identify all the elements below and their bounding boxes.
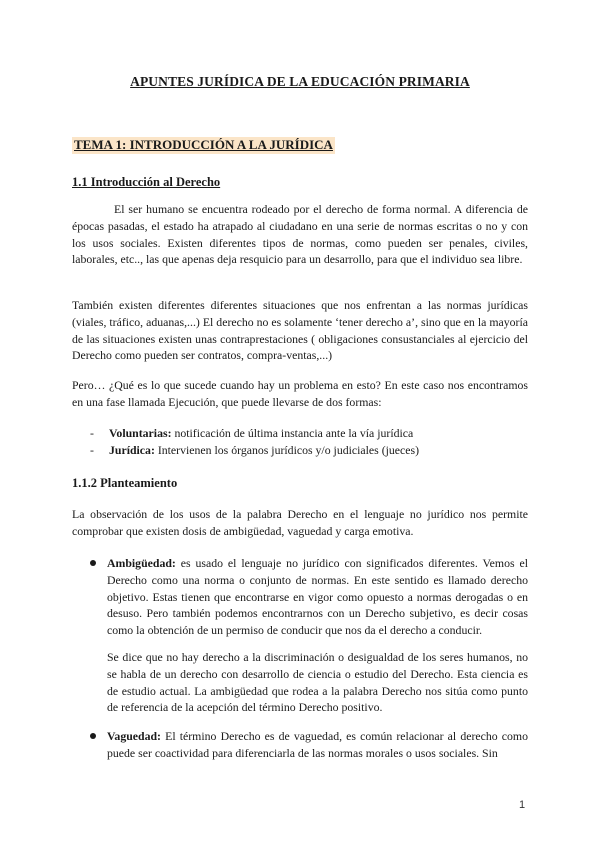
paragraph-1: El ser humano se encuentra rodeado por el derecho de forma normal. A diferencia de épocas pasadas, el estado ha atrapado al ciudadano en una serie de normas escritas o no y con los usos sociales. Existen diferentes tipos de normas, como pueden ser penales, civiles, laborales, etc.., las que apenas deja resquicio para un desarrollo, para que el individuo sea libre. <box>72 202 528 267</box>
execution-forms-list <box>90 425 530 459</box>
bullet-body: es usado el lenguaje no jurídico con significados diferentes. Vemos el Derecho como una norma o conjunto de normas. En este sentido es llamado derecho objetivo. Estas tienen que encontrarse en vigor como opuesto a normas derogadas o en desuso. Pero también podemos encontrarnos con un Derecho subjetivo, es decir cosas como la obtención de un permiso de conducir que nos da el derecho a conducir. <box>107 556 528 638</box>
dash-bullet: - <box>90 443 94 457</box>
bullet-text <box>107 728 528 762</box>
paragraph-4: La observación de los usos de la palabra Derecho en el lenguaje no jurídico nos permite comprobar que existen dosis de ambigüedad, vaguedad y carga emotiva. <box>72 507 528 538</box>
paragraph-2: También existen diferentes diferentes situaciones que nos enfrentan a las normas jurídicas (viales, tráfico, aduanas,...) El derecho no es solamente ‘tener derecho a’, sino que en la mayoría de las situaciones existen unas contraprestaciones ( obligaciones consustanciales al ejercicio del Derecho como pueden ser contratos, compra-ventas,...) <box>72 298 528 363</box>
bullet-ambiguedad <box>90 555 528 639</box>
list-item-label: Jurídica: <box>109 443 155 457</box>
bullet-text <box>107 555 528 639</box>
tema-heading: TEMA 1: INTRODUCCIÓN A LA JURÍDICA <box>74 137 333 152</box>
bullet-dot-icon <box>90 560 96 566</box>
section-heading-1-1-2: 1.1.2 Planteamiento <box>72 476 178 490</box>
list-item-text: Intervienen los órganos jurídicos y/o judiciales (jueces) <box>154 443 420 457</box>
document-title: APUNTES JURÍDICA DE LA EDUCACIÓN PRIMARIA <box>130 74 470 89</box>
bullet-label: Vaguedad: <box>107 729 161 743</box>
bullet-dot-icon <box>90 733 96 739</box>
dash-bullet: - <box>90 426 94 440</box>
page-number: 1 <box>519 799 526 811</box>
bullet-body: El término Derecho es de vaguedad, es común relacionar al derecho como puede ser coactividad para diferenciarla de las normas morales o usos sociales. Sin <box>107 729 528 760</box>
list-item-text: notificación de última instancia ante la vía jurídica <box>171 426 414 440</box>
section-heading-1-1: 1.1 Introducción al Derecho <box>72 175 221 189</box>
bullet-vaguedad <box>90 728 528 762</box>
list-item <box>90 442 530 459</box>
list-item-label: Voluntarias: <box>109 426 172 440</box>
paragraph-3: Pero… ¿Qué es lo que sucede cuando hay un problema en esto? En este caso nos encontramos en una fase llamada Ejecución, que puede llevarse de dos formas: <box>72 378 528 409</box>
list-item <box>90 425 530 442</box>
ambiguedad-continuation: Se dice que no hay derecho a la discriminación o desigualdad de los seres humanos, no se habla de un derecho con desarrollo de ciencia o estudio del Derecho. Esta ciencia es de estudio actual. La ambigüedad que rodea a la palabra Derecho nos sitúa como punto de referencia de la acepción del término Derecho positivo. <box>107 650 528 715</box>
bullet-label: Ambigüedad: <box>107 556 176 570</box>
